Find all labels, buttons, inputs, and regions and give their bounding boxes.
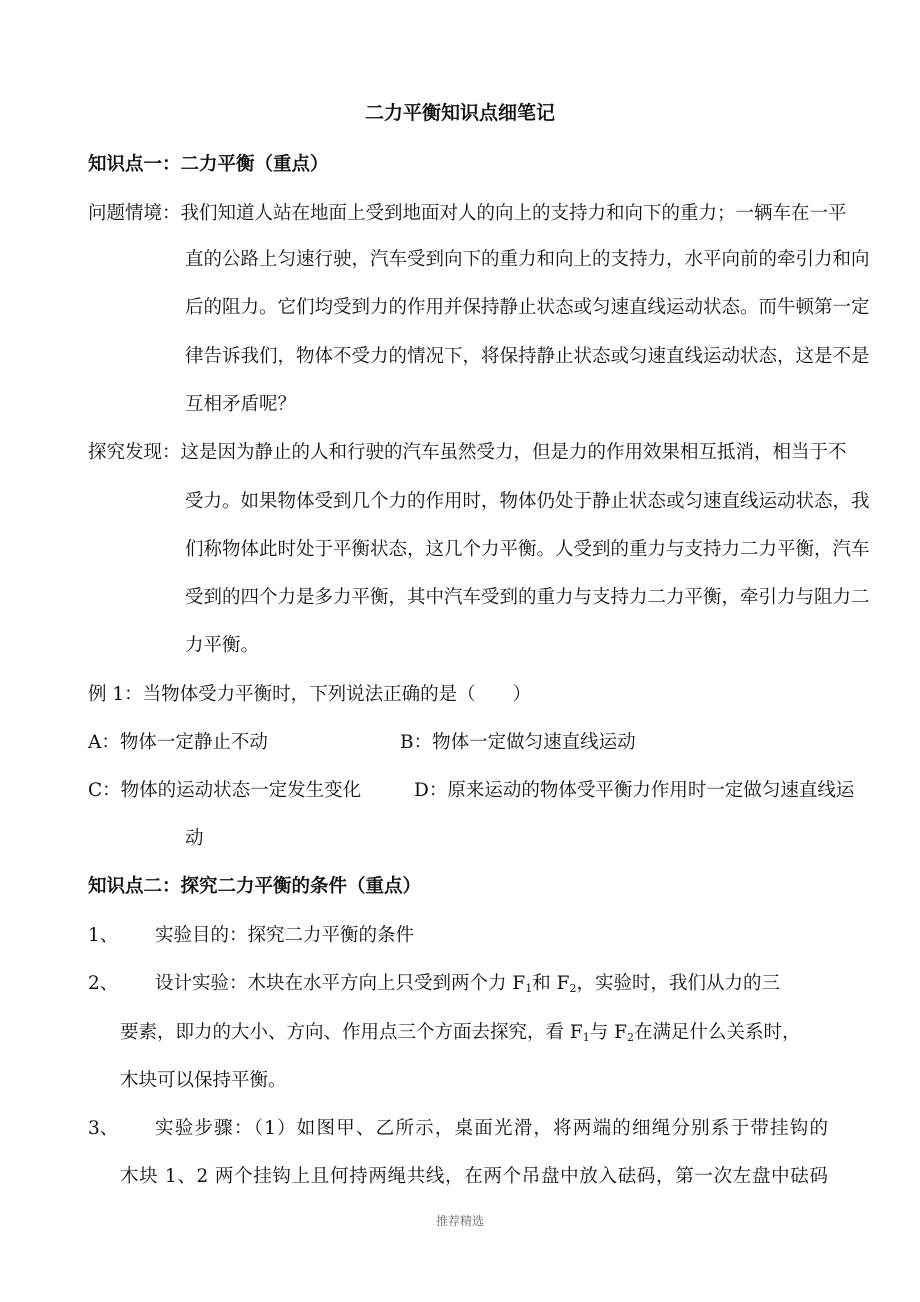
example-question: 例 1：当物体受力平衡时，下列说法正确的是（ ） — [88, 684, 532, 705]
option-c: C：物体的运动状态一定发生变化 — [88, 780, 362, 801]
item2-line-2-part-c: 在满足什么关系时， — [633, 1022, 801, 1043]
option-b: B：物体一定做匀速直线运动 — [400, 732, 636, 753]
problem-line-5: 互相矛盾呢？ — [185, 394, 297, 415]
option-a: A：物体一定静止不动 — [88, 732, 268, 753]
item1-number: 1、 — [88, 925, 119, 946]
f1-subscript: 1 — [525, 982, 533, 995]
f2-subscript: 2 — [569, 982, 577, 995]
discovery-line-1: 探究发现：这是因为静止的人和行驶的汽车虽然受力，但是力的作用效果相互抵消，相当于不 — [88, 442, 847, 463]
item3-line-1: 实验步骤：（1）如图甲、乙所示，桌面光滑，将两端的细绳分别系于带挂钩的 — [155, 1118, 828, 1139]
discovery-line-4: 受到的四个力是多力平衡，其中汽车受到的重力与支持力二力平衡，牵引力与阻力二 — [185, 587, 870, 608]
problem-line-4: 律告诉我们，物体不受力的情况下，将保持静止状态或匀速直线运动状态，这是不是 — [185, 346, 870, 367]
section-heading-2: 知识点二：探究二力平衡的条件（重点） — [88, 876, 422, 897]
option-d: D：原来运动的物体受平衡力作用时一定做匀速直线运 — [414, 780, 855, 801]
item1-text: 实验目的：探究二力平衡的条件 — [155, 925, 415, 946]
problem-line-1: 问题情境：我们知道人站在地面上受到地面对人的向上的支持力和向下的重力；一辆车在一平 — [88, 203, 847, 224]
page-title: 二力平衡知识点细笔记 — [364, 102, 555, 124]
section-heading-1: 知识点一：二力平衡（重点） — [88, 154, 329, 175]
discovery-line-5: 力平衡。 — [185, 635, 260, 656]
item2-line-1 — [155, 969, 780, 995]
item3-line-2: 木块 1、2 两个挂钩上且何持两绳共线，在两个吊盘中放入砝码，第一次左盘中砝码 — [120, 1166, 828, 1187]
item2-line-1-part-c: ，实验时，我们从力的三 — [576, 973, 780, 994]
page-footer: 推荐精选 — [435, 1214, 484, 1228]
problem-line-3: 后的阻力。它们均受到力的作用并保持静止状态或匀速直线运动状态。而牛顿第一定 — [185, 297, 870, 318]
item2-line-2-part-b: 与 F — [589, 1022, 627, 1043]
discovery-line-3: 们称物体此时处于平衡状态，这几个力平衡。人受到的重力与支持力二力平衡，汽车 — [185, 539, 870, 560]
f2-subscript-2: 2 — [626, 1031, 634, 1044]
option-d-continuation: 动 — [185, 828, 204, 849]
discovery-line-2: 受力。如果物体受到几个力的作用时，物体仍处于静止状态或匀速直线运动状态，我 — [185, 491, 870, 512]
item3-number: 3、 — [88, 1118, 119, 1139]
problem-line-2: 直的公路上匀速行驶，汽车受到向下的重力和向上的支持力，水平向前的牵引力和向 — [185, 249, 870, 270]
item2-line-2-part-a: 要素，即力的大小、方向、作用点三个方面去探究，看 F — [120, 1022, 583, 1043]
item2-line-1-part-b: 和 F — [532, 973, 570, 994]
item2-number: 2、 — [88, 973, 119, 994]
item2-line-1-part-a: 设计实验：木块在水平方向上只受到两个力 F — [155, 973, 526, 994]
f1-subscript-2: 1 — [582, 1031, 590, 1044]
item2-line-3: 木块可以保持平衡。 — [120, 1070, 287, 1091]
item2-line-2 — [120, 1018, 800, 1044]
